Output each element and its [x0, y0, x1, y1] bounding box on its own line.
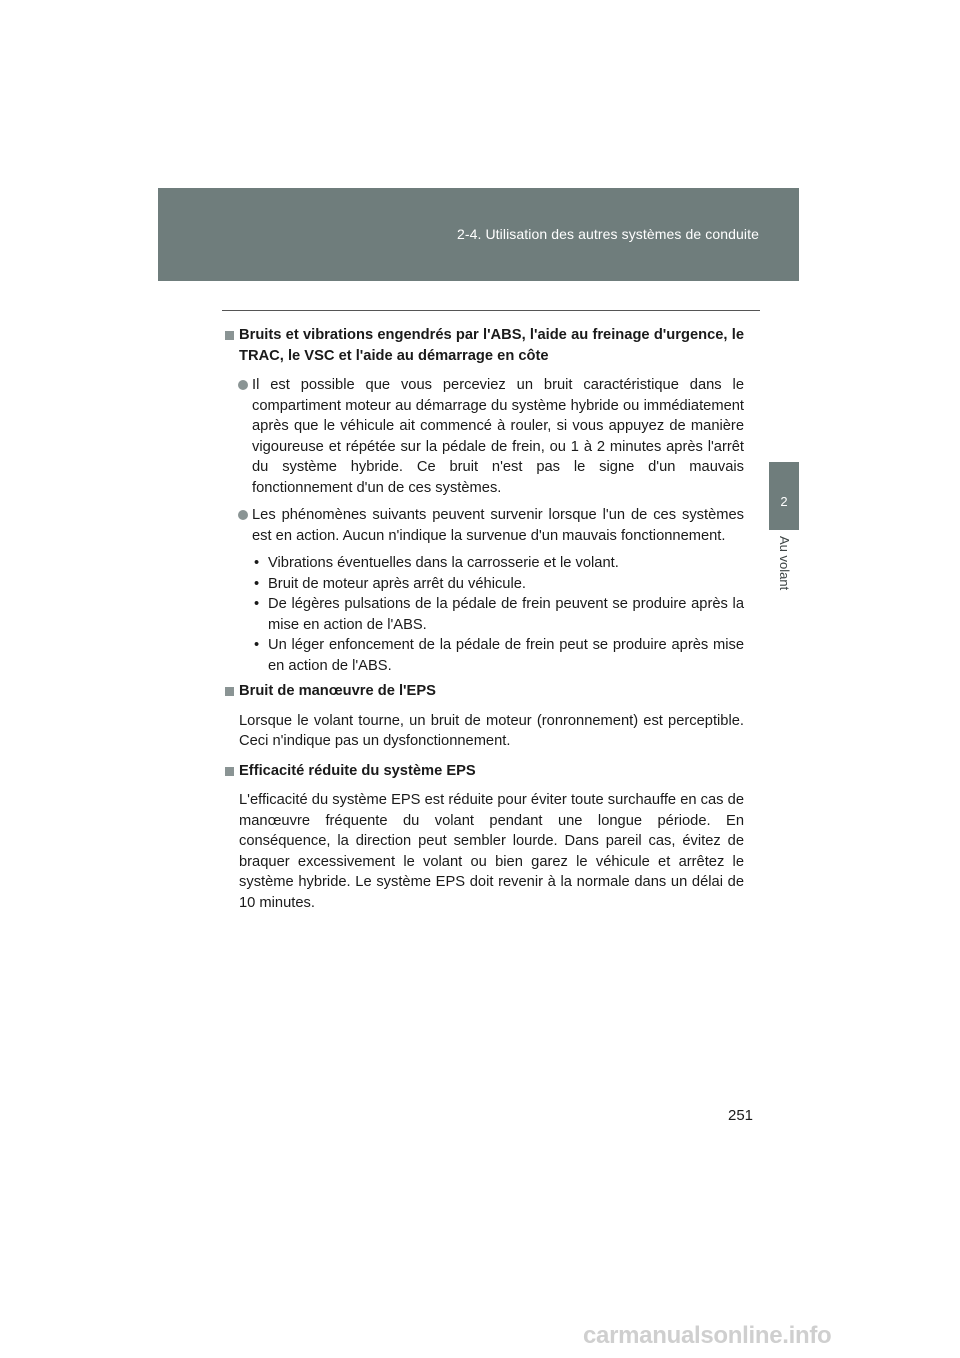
bullet-item [222, 375, 744, 498]
sub-bullet-item [222, 574, 744, 595]
section-heading-eps-efficiency [222, 761, 744, 782]
sub-bullet-text: Un léger enfoncement de la pédale de frein peut se produire après mise en action de l'ABS. [268, 637, 744, 674]
square-marker-icon [225, 331, 234, 340]
chapter-side-tab [769, 462, 799, 530]
chapter-number: 2 [780, 494, 788, 509]
dot-bullet-icon: • [254, 575, 260, 592]
section-heading-text: Bruit de manœuvre de l'EPS [239, 683, 436, 699]
section-paragraph: L'efficacité du système EPS est réduite pour éviter toute surchauffe en cas de manœuvre fréquente du volant pendant une longue période. En conséquence, la direction peut sembler lourde. Dans pareil cas, évitez de braquer excessivement le volant ou bien garez le véhicule et arrêtez le système hybride. Le système EPS doit revenir à la normale dans un délai de 10 minutes. [239, 792, 744, 911]
chapter-side-label [770, 536, 800, 606]
header-rule [222, 310, 760, 311]
chapter-header-band [158, 188, 799, 281]
sub-bullet-text: Bruit de moteur après arrêt du véhicule. [268, 575, 526, 592]
square-marker-icon [225, 687, 234, 696]
page-number: 251 [728, 1107, 754, 1124]
bullet-text: Il est possible que vous perceviez un bruit caractéristique dans le compartiment moteur au démarrage du système hybride ou immédiatement après que le véhicule ait commencé à rouler, si vous appuyez de manière vigoureuse et répétée sur la pédale de frein, ou 1 à 2 minutes après l'arrêt du système hybride. Ce bruit n'est pas le signe d'un mauvais fonctionnement d'un de ces systèmes. [252, 377, 744, 496]
watermark: carmanualsonline.info [583, 1322, 832, 1349]
circle-bullet-icon [238, 380, 248, 390]
chapter-label-text: Au volant [777, 536, 792, 591]
section-title: 2-4. Utilisation des autres systèmes de conduite [456, 226, 759, 242]
section-paragraph: Lorsque le volant tourne, un bruit de moteur (ronronnement) est perceptible. Ceci n'indique pas un dysfonctionnement. [239, 712, 744, 749]
section-heading-abs-noise [222, 325, 744, 366]
section-heading-text: Efficacité réduite du système EPS [239, 762, 476, 779]
dot-bullet-icon: • [254, 555, 260, 571]
dot-bullet-icon: • [254, 637, 260, 653]
section-heading-eps-noise [222, 681, 744, 702]
page-content [222, 325, 744, 922]
sub-bullet-item [222, 635, 744, 676]
sub-bullet-list [222, 553, 744, 676]
sub-bullet-item [222, 594, 744, 635]
dot-bullet-icon: • [254, 596, 260, 612]
bullet-text: Les phénomènes suivants peuvent survenir lorsque l'un de ces systèmes est en action. Aucun n'indique la survenue d'un mauvais fonctionnement. [252, 507, 744, 544]
bullet-item [222, 505, 744, 546]
circle-bullet-icon [238, 510, 248, 520]
section-heading-text: Bruits et vibrations engendrés par l'ABS, l'aide au freinage d'urgence, le TRAC, le VSC et l'aide au démarrage en côte [239, 327, 744, 364]
sub-bullet-item [222, 553, 744, 574]
square-marker-icon [225, 767, 234, 776]
sub-bullet-text: De légères pulsations de la pédale de frein peuvent se produire après la mise en action de l'ABS. [268, 596, 744, 633]
sub-bullet-text: Vibrations éventuelles dans la carrosserie et le volant. [268, 555, 619, 571]
